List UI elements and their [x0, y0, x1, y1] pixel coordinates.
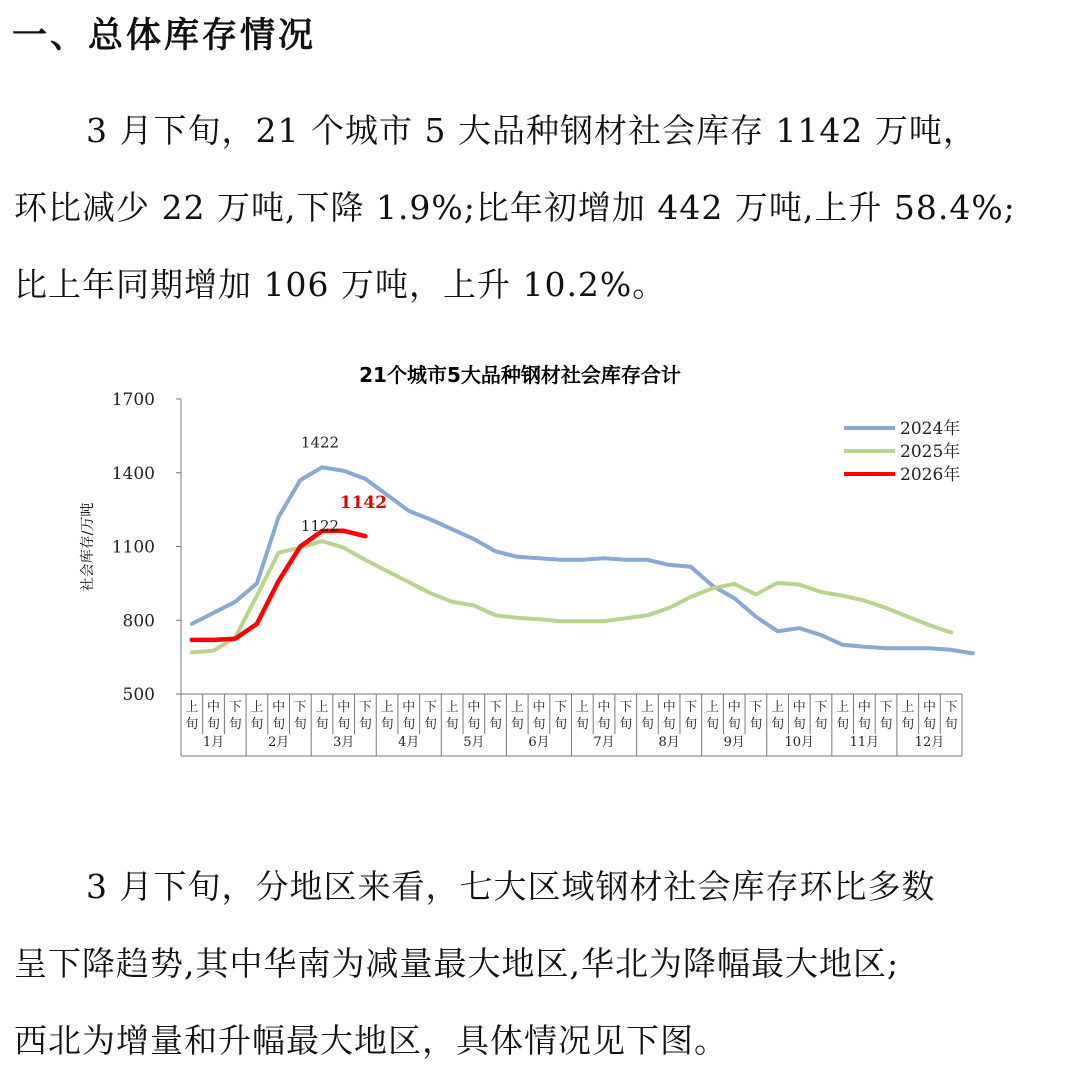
x-categories	[181, 694, 962, 756]
x-month-label: 2月	[267, 735, 290, 750]
x-month-label: 1月	[202, 735, 225, 750]
x-period-label: 下旬	[293, 700, 307, 732]
legend-label: 2024年	[900, 419, 961, 439]
x-month-label: 4月	[398, 735, 420, 750]
x-period-label: 中旬	[272, 700, 286, 732]
x-month-label: 11月	[849, 735, 880, 750]
x-period-label: 中旬	[792, 700, 806, 732]
x-month-label: 7月	[593, 735, 615, 750]
x-period-label: 上旬	[445, 700, 459, 732]
x-period-label: 下旬	[554, 700, 568, 732]
x-period-label: 上旬	[901, 700, 915, 732]
paragraph-line: 环比减少 22 万吨,下降 1.9%;比年初增加 442 万吨,上升 58.4%;	[14, 188, 1016, 227]
y-tick-label: 500	[122, 685, 155, 705]
data-annotation: 1122	[300, 517, 340, 536]
legend-label: 2026年	[900, 465, 961, 485]
paragraph-regional	[14, 848, 1070, 1079]
x-period-label: 中旬	[662, 700, 676, 732]
chart-title: 21个城市5大品种钢材社会库存合计	[359, 363, 681, 387]
x-period-label: 中旬	[207, 700, 221, 732]
paragraph-line: 3 月下旬，21 个城市 5 大品种钢材社会库存 1142 万吨，	[86, 111, 977, 150]
x-period-label: 中旬	[857, 700, 871, 732]
y-axis-label: 社会库存/万吨	[80, 502, 96, 592]
x-month-label: 5月	[463, 735, 485, 750]
y-tick-label: 800	[122, 611, 155, 632]
x-month-label: 3月	[333, 735, 355, 750]
x-period-label: 上旬	[510, 700, 524, 732]
x-month-label: 9月	[723, 735, 745, 750]
x-period-label: 中旬	[467, 700, 481, 732]
x-period-label: 中旬	[727, 700, 741, 732]
x-period-label: 下旬	[619, 700, 633, 732]
x-month-label: 12月	[914, 735, 945, 750]
x-month-label: 6月	[528, 735, 550, 750]
data-annotation: 1422	[300, 433, 340, 452]
x-period-label: 中旬	[337, 700, 351, 732]
series-line	[192, 541, 951, 652]
x-period-label: 中旬	[402, 700, 416, 732]
x-period-label: 上旬	[640, 700, 654, 732]
y-tick-label: 1400	[111, 463, 155, 484]
x-month-label: 8月	[658, 735, 680, 750]
x-period-label: 上旬	[250, 700, 264, 732]
x-period-label: 上旬	[185, 700, 199, 732]
x-period-label: 下旬	[684, 700, 698, 732]
x-period-label: 上旬	[706, 700, 720, 732]
x-period-label: 下旬	[423, 700, 437, 732]
x-period-label: 上旬	[315, 700, 329, 732]
x-month-label: 10月	[784, 735, 815, 750]
x-period-label: 上旬	[575, 700, 589, 732]
y-ticks	[112, 390, 181, 705]
x-period-label: 下旬	[814, 700, 828, 732]
y-tick-label: 1700	[111, 390, 155, 410]
paragraph-line: 呈下降趋势,其中华南为减量最大地区,华北为降幅最大地区;	[14, 944, 900, 983]
data-annotation: 1142	[339, 493, 388, 514]
chart-svg	[62, 342, 1000, 758]
y-tick-label: 1100	[111, 537, 155, 558]
inventory-chart	[62, 342, 1000, 758]
section-heading: 一、总体库存情况	[12, 16, 317, 56]
paragraph-line: 比上年同期增加 106 万吨，上升 10.2%。	[14, 265, 667, 304]
x-period-label: 下旬	[944, 700, 958, 732]
paragraph-line: 西北为增量和升幅最大地区，具体情况见下图。	[14, 1021, 728, 1060]
x-period-label: 下旬	[749, 700, 763, 732]
x-period-label: 中旬	[597, 700, 611, 732]
paragraph-line: 3 月下旬，分地区来看，七大区域钢材社会库存环比多数	[86, 867, 936, 906]
x-period-label: 下旬	[879, 700, 893, 732]
series-lines	[192, 467, 973, 653]
x-period-label: 上旬	[836, 700, 850, 732]
x-period-label: 上旬	[771, 700, 785, 732]
x-period-label: 下旬	[358, 700, 372, 732]
legend-label: 2025年	[900, 442, 961, 462]
x-period-label: 下旬	[489, 700, 503, 732]
x-period-label: 中旬	[532, 700, 546, 732]
x-period-label: 中旬	[922, 700, 936, 732]
legend	[844, 418, 960, 485]
paragraph-summary	[14, 92, 1070, 323]
x-period-label: 上旬	[380, 700, 394, 732]
series-line	[192, 467, 973, 653]
x-period-label: 下旬	[228, 700, 242, 732]
